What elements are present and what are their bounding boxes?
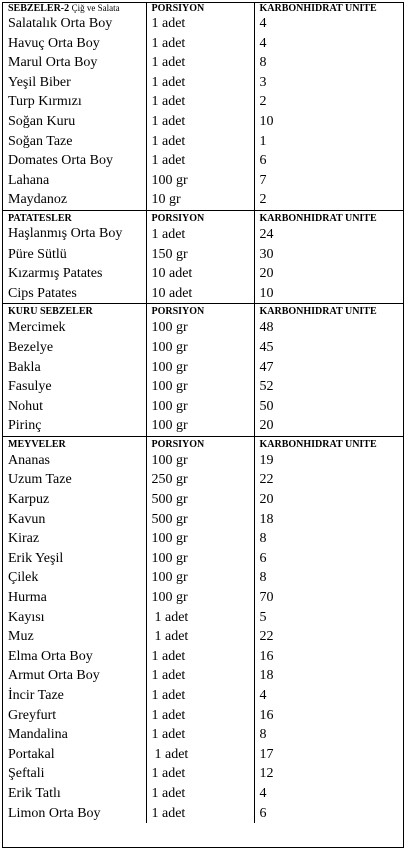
portion-cell: 100 gr <box>146 358 254 378</box>
food-name: Lahana <box>8 172 50 188</box>
carbs-cell: 22 <box>254 470 403 490</box>
table-row <box>3 358 403 378</box>
food-name: Kavun <box>8 511 46 527</box>
food-name: Erik Tatlı <box>8 785 61 801</box>
carbs-cell: 8 <box>254 568 403 588</box>
food-name: Pirinç <box>8 418 42 434</box>
food-name: Bakla <box>8 359 41 375</box>
table-row <box>3 529 403 549</box>
portion-cell: 1 adet <box>146 14 254 34</box>
carb-table <box>2 2 404 848</box>
portion-cell: 1 adet <box>146 608 254 628</box>
carbs-cell: 20 <box>254 490 403 510</box>
food-name: Hurma <box>8 590 47 606</box>
portion-cell: 1 adet <box>146 53 254 73</box>
section-title: SEBZELER-2 Çiğ ve Salata <box>8 3 120 14</box>
carbs-header: KARBONHIDRAT UNITE <box>254 211 403 225</box>
food-name: Mandalina <box>8 727 68 743</box>
carbs-cell: 16 <box>254 647 403 667</box>
portion-cell: 100 gr <box>146 451 254 471</box>
portion-cell: 150 gr <box>146 245 254 265</box>
food-name: Haşlanmış Orta Boy <box>8 225 123 241</box>
section-title: MEYVELER <box>8 438 66 450</box>
food-name: Armut Orta Boy <box>8 668 100 684</box>
carbs-cell: 4 <box>254 784 403 804</box>
food-name: Maydanoz <box>8 192 68 208</box>
carbs-cell: 19 <box>254 451 403 471</box>
table-row <box>3 112 403 132</box>
table-row <box>3 190 403 210</box>
carbs-cell: 8 <box>254 53 403 73</box>
portion-cell: 1 adet <box>146 764 254 784</box>
table-row <box>3 92 403 112</box>
food-name: Havuç Orta Boy <box>8 35 100 51</box>
food-name: Fasulye <box>8 379 52 395</box>
section-title: KURU SEBZELER <box>8 306 93 318</box>
portion-header: PORSIYON <box>146 437 254 451</box>
table-row <box>3 706 403 726</box>
table-row <box>3 725 403 745</box>
table-row <box>3 647 403 667</box>
table-row <box>3 377 403 397</box>
table-row <box>3 608 403 628</box>
portion-cell: 100 gr <box>146 318 254 338</box>
table-row <box>3 549 403 569</box>
carbs-cell: 18 <box>254 510 403 530</box>
carbs-cell: 2 <box>254 92 403 112</box>
carbs-cell: 12 <box>254 764 403 784</box>
table-row <box>3 14 403 34</box>
carbs-cell: 10 <box>254 284 403 304</box>
table-row <box>3 510 403 530</box>
table-row <box>3 318 403 338</box>
portion-header: PORSIYON <box>146 3 254 14</box>
food-name: Limon Orta Boy <box>8 805 101 821</box>
carbs-cell: 70 <box>254 588 403 608</box>
portion-cell: 1 adet <box>146 666 254 686</box>
food-name: Şeftali <box>8 766 45 782</box>
food-name: Karpuz <box>8 492 50 508</box>
food-name: Domates Orta Boy <box>8 153 113 169</box>
section-header <box>3 3 403 14</box>
portion-cell: 100 gr <box>146 377 254 397</box>
carbs-cell: 24 <box>254 225 403 245</box>
carbs-cell: 8 <box>254 529 403 549</box>
portion-cell: 250 gr <box>146 470 254 490</box>
carbs-cell: 6 <box>254 804 403 824</box>
food-name: Salatalık Orta Boy <box>8 16 113 31</box>
portion-cell: 10 gr <box>146 190 254 210</box>
portion-cell: 1 adet <box>146 132 254 152</box>
food-name: Kızarmış Patates <box>8 266 103 282</box>
carbs-cell: 45 <box>254 338 403 358</box>
food-name: Uzum Taze <box>8 472 72 488</box>
table-row <box>3 764 403 784</box>
table-row <box>3 53 403 73</box>
portion-cell: 100 gr <box>146 338 254 358</box>
portion-cell: 100 gr <box>146 397 254 417</box>
portion-cell: 500 gr <box>146 510 254 530</box>
section-header <box>3 304 403 318</box>
section-header <box>3 437 403 451</box>
portion-cell: 1 adet <box>146 706 254 726</box>
food-name: Kayısı <box>8 609 45 625</box>
table-row <box>3 132 403 152</box>
carbs-cell: 18 <box>254 666 403 686</box>
carbs-cell: 1 <box>254 132 403 152</box>
carbs-cell: 4 <box>254 14 403 34</box>
table-row <box>3 490 403 510</box>
carbs-cell: 20 <box>254 416 403 436</box>
table-row <box>3 284 403 304</box>
portion-cell: 100 gr <box>146 171 254 191</box>
table-row <box>3 338 403 358</box>
section-sebzeler-2 <box>3 3 403 211</box>
portion-cell: 100 gr <box>146 568 254 588</box>
table-row <box>3 745 403 765</box>
carbs-cell: 7 <box>254 171 403 191</box>
table-row <box>3 588 403 608</box>
portion-cell: 100 gr <box>146 529 254 549</box>
portion-cell: 100 gr <box>146 549 254 569</box>
carbs-cell: 20 <box>254 264 403 284</box>
food-name: Marul Orta Boy <box>8 55 98 71</box>
food-name: İncir Taze <box>8 688 64 703</box>
portion-cell: 1 adet <box>146 225 254 245</box>
carbs-header: KARBONHIDRAT UNITE <box>254 437 403 451</box>
portion-cell: 1 adet <box>146 112 254 132</box>
portion-cell: 1 adet <box>146 784 254 804</box>
table-row <box>3 264 403 284</box>
table-row <box>3 451 403 471</box>
portion-cell: 100 gr <box>146 416 254 436</box>
carbs-cell: 30 <box>254 245 403 265</box>
carbs-cell: 47 <box>254 358 403 378</box>
food-name: Çilek <box>8 570 39 586</box>
table-row <box>3 151 403 171</box>
table-row <box>3 416 403 436</box>
portion-cell: 1 adet <box>146 745 254 765</box>
carbs-cell: 48 <box>254 318 403 338</box>
portion-cell: 1 adet <box>146 92 254 112</box>
portion-cell: 1 adet <box>146 647 254 667</box>
food-name: Mercimek <box>8 320 66 336</box>
food-name: Cips Patates <box>8 285 77 301</box>
carbs-cell: 16 <box>254 706 403 726</box>
table-row <box>3 73 403 93</box>
carbs-header: KARBONHIDRAT UNITE <box>254 3 403 14</box>
table-row <box>3 470 403 490</box>
table-row <box>3 784 403 804</box>
carbs-cell: 6 <box>254 549 403 569</box>
food-name: Püre Sütlü <box>8 246 67 262</box>
portion-cell: 500 gr <box>146 490 254 510</box>
food-name: Erik Yeşil <box>8 550 64 566</box>
table-row <box>3 34 403 54</box>
section-subtitle: Çiğ ve Salata <box>71 3 120 13</box>
portion-cell: 10 adet <box>146 264 254 284</box>
carbs-cell: 4 <box>254 34 403 54</box>
portion-cell: 1 adet <box>146 34 254 54</box>
food-name: Bezelye <box>8 339 54 355</box>
food-name: Muz <box>8 629 34 645</box>
portion-header: PORSIYON <box>146 304 254 318</box>
table-row <box>3 804 403 824</box>
portion-cell: 1 adet <box>146 686 254 706</box>
table-row <box>3 568 403 588</box>
carbs-cell: 8 <box>254 725 403 745</box>
table-row <box>3 171 403 191</box>
table-row <box>3 686 403 706</box>
section-title: PATATESLER <box>8 212 72 224</box>
portion-cell: 1 adet <box>146 73 254 93</box>
portion-cell: 1 adet <box>146 627 254 647</box>
food-name: Portakal <box>8 746 55 762</box>
table-row <box>3 627 403 647</box>
portion-cell: 10 adet <box>146 284 254 304</box>
section-patatesler <box>3 211 403 304</box>
carbs-cell: 17 <box>254 745 403 765</box>
portion-header: PORSIYON <box>146 211 254 225</box>
carbs-cell: 10 <box>254 112 403 132</box>
carbs-cell: 3 <box>254 73 403 93</box>
food-name: Soğan Kuru <box>8 113 76 129</box>
food-name: Turp Kırmızı <box>8 94 82 110</box>
carbs-cell: 5 <box>254 608 403 628</box>
table-row <box>3 666 403 686</box>
food-name: Elma Orta Boy <box>8 648 93 664</box>
table-row <box>3 397 403 417</box>
food-name: Ananas <box>8 452 50 468</box>
section-kuru-sebzeler <box>3 304 403 437</box>
food-name: Greyfurt <box>8 707 57 723</box>
table-row <box>3 245 403 265</box>
carbs-cell: 4 <box>254 686 403 706</box>
portion-cell: 1 adet <box>146 804 254 824</box>
section-meyveler <box>3 437 403 823</box>
table-row <box>3 225 403 245</box>
portion-cell: 100 gr <box>146 588 254 608</box>
food-name: Soğan Taze <box>8 133 73 149</box>
carbs-cell: 50 <box>254 397 403 417</box>
food-name: Yeşil Biber <box>8 74 71 90</box>
carbs-cell: 52 <box>254 377 403 397</box>
carbs-cell: 22 <box>254 627 403 647</box>
carbs-cell: 2 <box>254 190 403 210</box>
food-name: Nohut <box>8 398 43 414</box>
section-header <box>3 211 403 225</box>
carbs-header: KARBONHIDRAT UNITE <box>254 304 403 318</box>
portion-cell: 1 adet <box>146 725 254 745</box>
food-name: Kiraz <box>8 531 40 547</box>
carbs-cell: 6 <box>254 151 403 171</box>
portion-cell: 1 adet <box>146 151 254 171</box>
